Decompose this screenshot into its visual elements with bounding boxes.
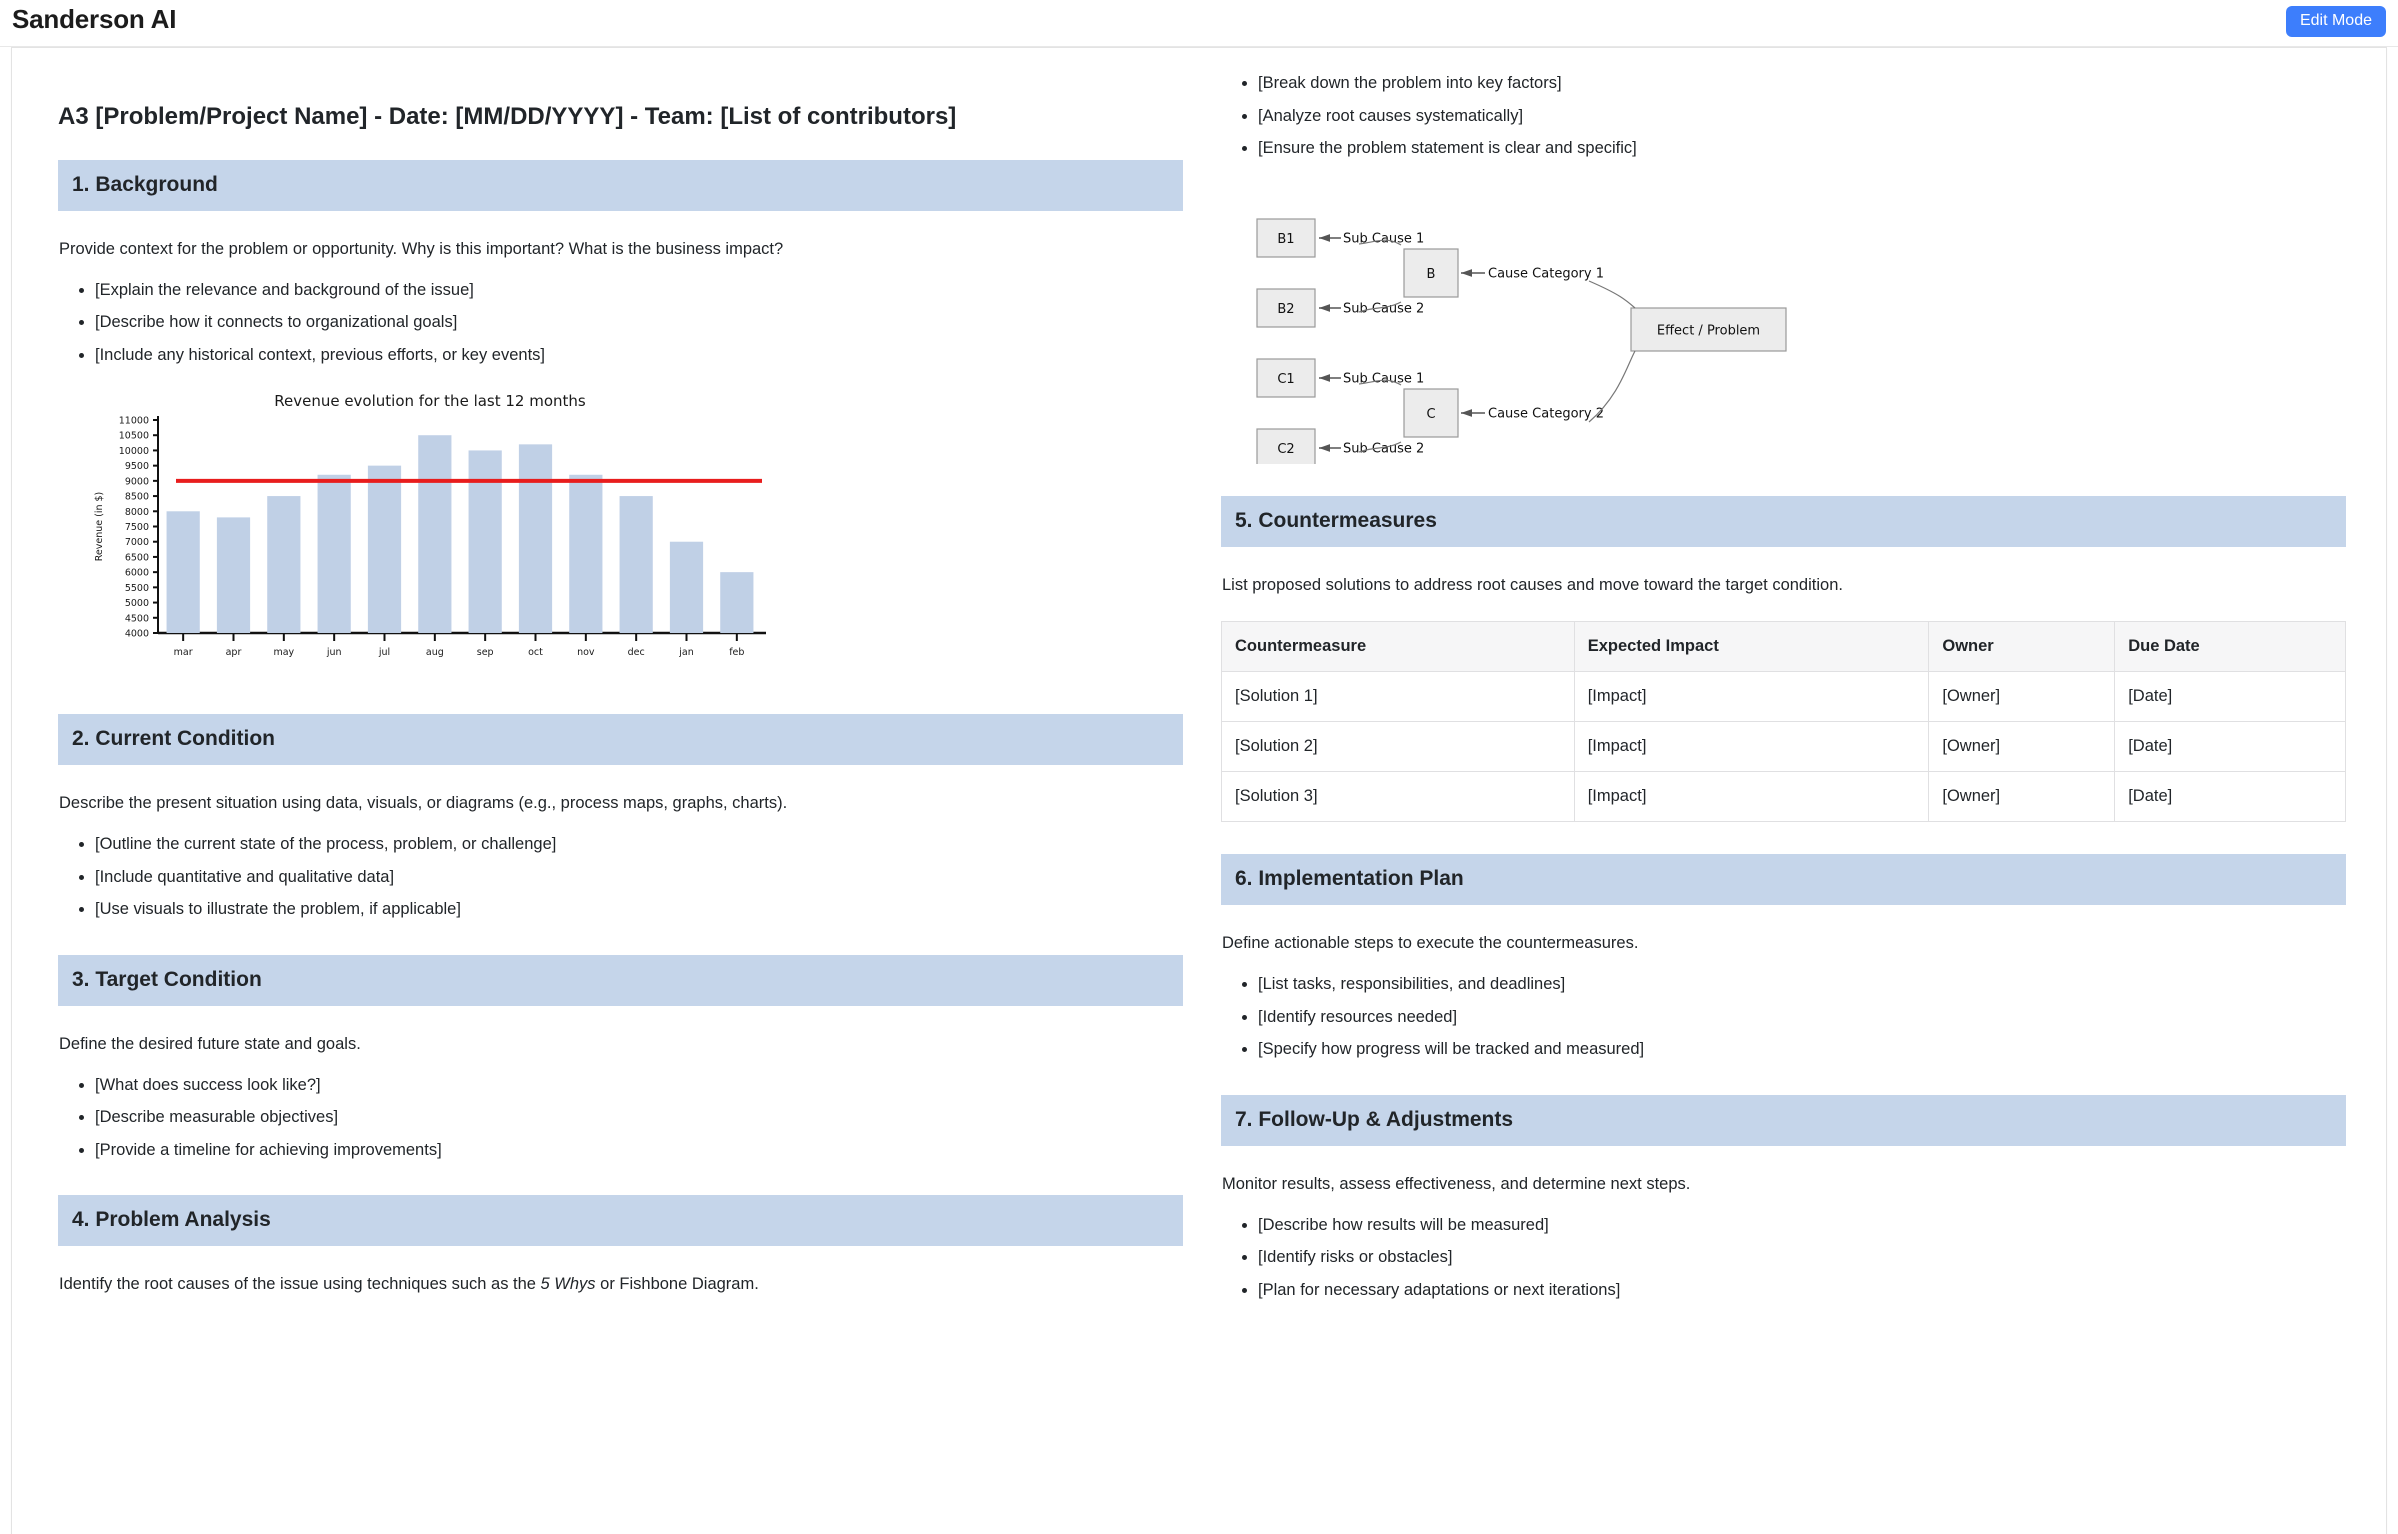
edit-mode-button[interactable]: Edit Mode: [2286, 6, 2386, 37]
svg-text:Cause Category 1: Cause Category 1: [1488, 266, 1604, 282]
section-current-condition-bullets: [58, 832, 1183, 923]
fishbone-diagram: [1241, 184, 1931, 464]
svg-text:8500: 8500: [124, 492, 149, 504]
list-item: • [Analyze root causes systematically]: [1258, 104, 2346, 130]
svg-text:sep: sep: [476, 647, 494, 659]
section-countermeasures-heading: 5. Countermeasures: [1221, 496, 2346, 547]
section-current-condition-description: Describe the present situation using data, visuals, or diagrams (e.g., process maps, graphs, charts).: [59, 794, 788, 813]
svg-text:B2: B2: [1277, 301, 1295, 317]
list-item: • [Describe how results will be measured]: [1258, 1213, 2346, 1239]
section-implementation-plan: [1221, 854, 2346, 1062]
section-target-condition-description: Define the desired future state and goals.: [59, 1034, 361, 1053]
svg-text:4500: 4500: [124, 613, 149, 625]
cell-due-date[interactable]: [Date]: [2115, 722, 2346, 772]
svg-text:jul: jul: [378, 647, 391, 659]
section-implementation-plan-bullets: [1221, 972, 2346, 1063]
section-implementation-plan-heading: 6. Implementation Plan: [1221, 854, 2346, 905]
svg-text:4000: 4000: [124, 628, 149, 640]
svg-text:6000: 6000: [124, 568, 149, 580]
top-bar: [0, 0, 2398, 47]
svg-text:5000: 5000: [124, 598, 149, 610]
list-item: • [Describe measurable objectives]: [95, 1105, 1183, 1131]
svg-text:feb: feb: [729, 647, 745, 659]
section-follow-up-description: Monitor results, assess effectiveness, and determine next steps.: [1222, 1174, 1691, 1193]
section-implementation-plan-description: Define actionable steps to execute the countermeasures.: [1222, 934, 1639, 953]
svg-text:7000: 7000: [124, 537, 149, 549]
svg-text:jan: jan: [679, 647, 694, 659]
svg-text:dec: dec: [627, 647, 645, 659]
section-target-condition-bullets: [58, 1073, 1183, 1164]
svg-text:Cause Category 2: Cause Category 2: [1488, 406, 1604, 422]
revenue-bar-chart: [80, 392, 780, 682]
svg-text:Effect / Problem: Effect / Problem: [1656, 323, 1761, 339]
list-item: • [Specify how progress will be tracked and measured]: [1258, 1037, 2346, 1063]
problem-analysis-continued: [1221, 71, 2346, 464]
section-countermeasures-description: List proposed solutions to address root causes and move toward the target condition.: [1222, 575, 1843, 594]
svg-text:9500: 9500: [124, 461, 149, 473]
section-current-condition-heading: 2. Current Condition: [58, 714, 1183, 765]
svg-text:11000: 11000: [118, 415, 149, 427]
column-header-countermeasure: Countermeasure: [1222, 622, 1575, 672]
section-problem-analysis-description: [58, 1272, 1183, 1297]
svg-text:B: B: [1426, 266, 1436, 282]
app-brand: Sanderson AI: [12, 4, 177, 34]
section-problem-analysis-heading: 4. Problem Analysis: [58, 1195, 1183, 1246]
svg-text:aug: aug: [425, 647, 444, 659]
countermeasures-table: [1221, 621, 2346, 822]
svg-text:oct: oct: [528, 647, 543, 659]
pa-desc-emphasis: 5 Whys: [540, 1275, 596, 1294]
svg-text:jun: jun: [326, 647, 342, 659]
list-item: • [Use visuals to illustrate the problem, if applicable]: [95, 897, 1183, 923]
svg-text:apr: apr: [225, 647, 242, 659]
svg-text:9000: 9000: [124, 476, 149, 488]
section-background-heading: 1. Background: [58, 160, 1183, 211]
svg-text:7500: 7500: [124, 522, 149, 534]
svg-text:nov: nov: [577, 647, 595, 659]
column-header-due-date: Due Date: [2115, 622, 2346, 672]
pa-desc-post: or Fishbone Diagram.: [595, 1275, 759, 1294]
section-target-condition-heading: 3. Target Condition: [58, 955, 1183, 1006]
svg-text:Sub Cause 1: Sub Cause 1: [1343, 231, 1425, 247]
list-item: • [List tasks, responsibilities, and deadlines]: [1258, 972, 2346, 998]
chart-title: Revenue evolution for the last 12 months: [274, 392, 586, 411]
svg-text:B1: B1: [1277, 231, 1295, 247]
column-header-expected-impact: Expected Impact: [1574, 622, 1929, 672]
svg-text:10000: 10000: [118, 446, 149, 458]
list-item: • [Identify risks or obstacles]: [1258, 1245, 2346, 1271]
section-background-description: Provide context for the problem or opportunity. Why is this important? What is the business impact?: [59, 240, 784, 258]
svg-text:10500: 10500: [118, 431, 149, 443]
left-column: [58, 160, 1183, 1329]
cell-expected-impact[interactable]: [Impact]: [1574, 722, 1929, 772]
svg-text:6500: 6500: [124, 552, 149, 564]
table-row: [1222, 672, 2346, 722]
a3-document-card: [11, 47, 2387, 1534]
cell-due-date[interactable]: [Date]: [2115, 772, 2346, 822]
list-item: • [Identify resources needed]: [1258, 1005, 2346, 1031]
cell-owner[interactable]: [Owner]: [1929, 672, 2115, 722]
section-follow-up-heading: 7. Follow-Up & Adjustments: [1221, 1095, 2346, 1146]
list-item: • [Break down the problem into key factors]: [1258, 71, 2346, 97]
section-background-bullets: [58, 278, 1183, 369]
section-problem-analysis: [58, 1195, 1183, 1297]
cell-owner[interactable]: [Owner]: [1929, 772, 2115, 822]
page-title: A3 [Problem/Project Name] - Date: [MM/DD/YYYY] - Team: [List of contributors]: [58, 103, 957, 130]
right-column: [1221, 48, 2346, 1335]
table-row: [1222, 772, 2346, 822]
cell-expected-impact[interactable]: [Impact]: [1574, 772, 1929, 822]
list-item: • [Include any historical context, previous efforts, or key events]: [95, 343, 1183, 369]
fishbone-canvas: [1241, 184, 1931, 464]
list-item: • [Plan for necessary adaptations or next iterations]: [1258, 1278, 2346, 1304]
table-header-row: [1222, 622, 2346, 672]
column-header-owner: Owner: [1929, 622, 2115, 672]
cell-owner[interactable]: [Owner]: [1929, 722, 2115, 772]
svg-text:C2: C2: [1277, 441, 1295, 457]
svg-text:5500: 5500: [124, 583, 149, 595]
list-item: • [Outline the current state of the process, problem, or challenge]: [95, 832, 1183, 858]
svg-text:Sub Cause 1: Sub Cause 1: [1343, 371, 1425, 387]
pa-desc-pre: Identify the root causes of the issue using techniques such as the: [59, 1275, 541, 1294]
svg-text:C: C: [1426, 406, 1436, 422]
chart-canvas: [80, 392, 780, 682]
cell-countermeasure[interactable]: [Solution 3]: [1222, 772, 1575, 822]
svg-text:Sub Cause 2: Sub Cause 2: [1343, 301, 1425, 317]
svg-text:may: may: [273, 647, 295, 659]
section-follow-up: [1221, 1095, 2346, 1303]
cell-countermeasure[interactable]: [Solution 2]: [1222, 722, 1575, 772]
section-follow-up-bullets: [1221, 1213, 2346, 1304]
list-item: • [Ensure the problem statement is clear and specific]: [1258, 136, 2346, 162]
cell-countermeasure[interactable]: [Solution 1]: [1222, 672, 1575, 722]
list-item: • [Explain the relevance and background of the issue]: [95, 278, 1183, 304]
svg-text:mar: mar: [173, 647, 193, 659]
section-target-condition: [58, 955, 1183, 1163]
cell-expected-impact[interactable]: [Impact]: [1574, 672, 1929, 722]
cell-due-date[interactable]: [Date]: [2115, 672, 2346, 722]
section-countermeasures: [1221, 496, 2346, 823]
list-item: • [What does success look like?]: [95, 1073, 1183, 1099]
svg-text:Sub Cause 2: Sub Cause 2: [1343, 441, 1425, 457]
svg-text:C1: C1: [1277, 371, 1295, 387]
svg-text:8000: 8000: [124, 507, 149, 519]
list-item: • [Provide a timeline for achieving improvements]: [95, 1138, 1183, 1164]
list-item: • [Include quantitative and qualitative data]: [95, 865, 1183, 891]
list-item: • [Describe how it connects to organizational goals]: [95, 310, 1183, 336]
section-background: [58, 160, 1183, 682]
section-current-condition: [58, 714, 1183, 922]
table-row: [1222, 722, 2346, 772]
section-problem-analysis-bullets: [1221, 71, 2346, 162]
svg-text:Revenue (in $): Revenue (in $): [94, 492, 105, 562]
